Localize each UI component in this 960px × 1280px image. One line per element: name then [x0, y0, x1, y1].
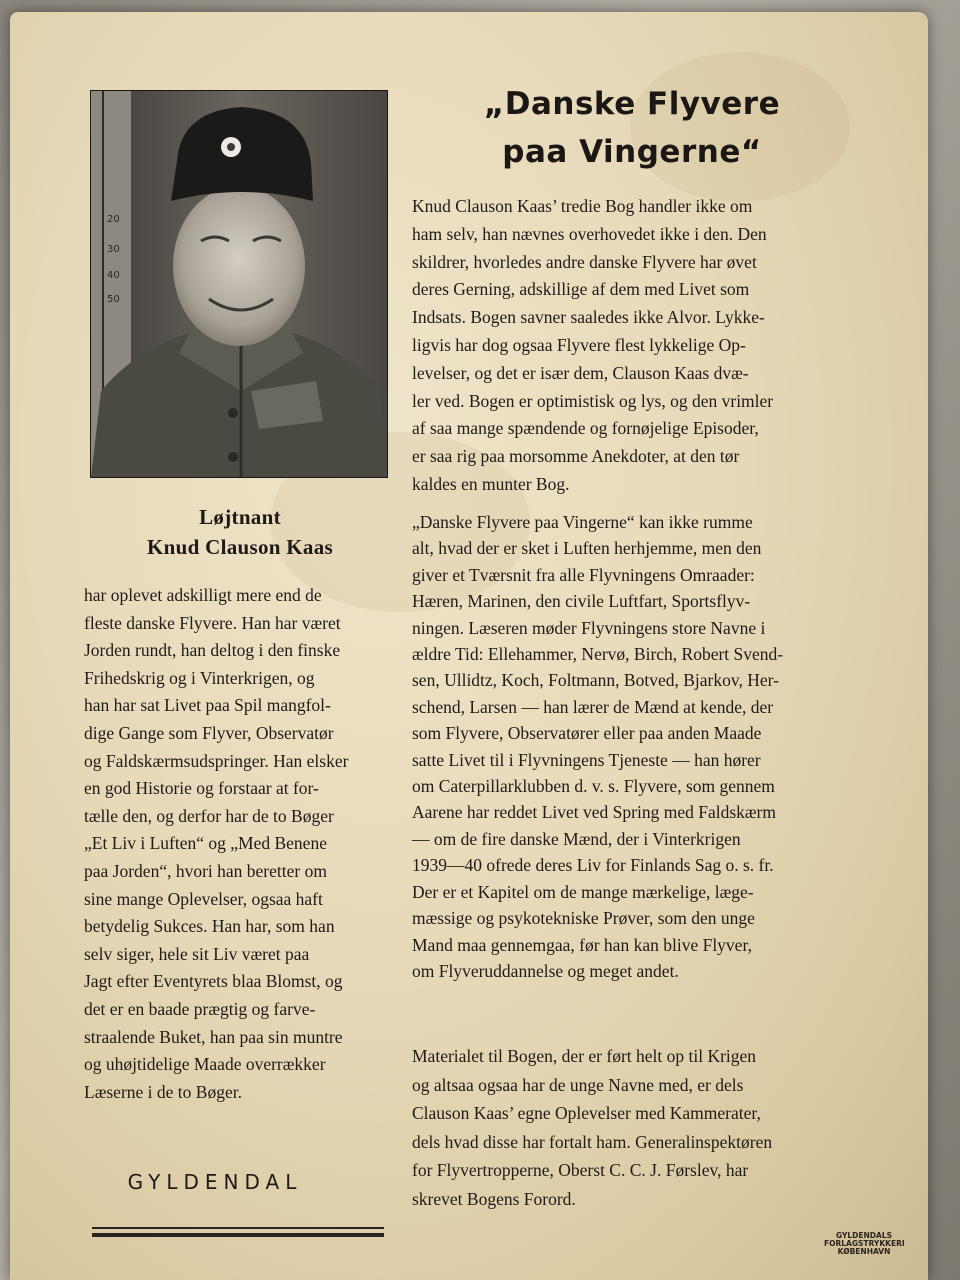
ruler-mark: 40	[107, 270, 120, 281]
bio-line: og uhøjtidelige Maade overrækker	[84, 1054, 326, 1075]
text-line: Hæren, Marinen, den civile Luftfart, Sportsflyv-	[412, 591, 751, 612]
bio-line: „Et Liv i Luften“ og „Med Benene	[84, 833, 327, 854]
bio-line: fleste danske Flyvere. Han har været	[84, 612, 341, 633]
text-line: dels hvad disse har fortalt ham. Generalinspektøren	[412, 1131, 773, 1152]
ruler-mark: 30	[107, 244, 120, 255]
bio-line: straalende Buket, han paa sin muntre	[84, 1026, 343, 1047]
printer-mark-line: FORLAGSTRYKKERI	[824, 1239, 905, 1248]
description-paragraph-3	[412, 1042, 852, 1213]
text-line: 1939—40 ofrede deres Liv for Finlands Sag o. s. fr.	[412, 855, 774, 876]
text-line: — om de fire danske Mænd, der i Vinterkrigen	[412, 828, 741, 849]
description-paragraph-2	[412, 509, 852, 984]
publisher-name: GYLDENDAL	[127, 1170, 303, 1194]
ruler-mark: 50	[107, 294, 120, 305]
printer-mark-line: GYLDENDALS	[835, 1231, 893, 1240]
text-line: om Caterpillarklubben d. v. s. Flyvere, som gennem	[412, 776, 775, 797]
bio-line: det er en baade prægtig og farve-	[84, 998, 316, 1019]
bio-line: og Faldskærmsudspringer. Han elsker	[84, 750, 349, 771]
text-line: ningen. Læseren møder Flyvningens store Navne i	[412, 617, 766, 638]
text-line: for Flyvertropperne, Oberst C. C. J. Førslev, har	[412, 1160, 749, 1180]
text-line: levelser, og det er især dem, Clauson Kaas dvæ-	[412, 362, 749, 383]
text-line: kaldes en munter Bog.	[412, 473, 570, 494]
bio-line: sine mange Oplevelser, ogsaa haft	[84, 888, 323, 909]
author-biography	[84, 582, 384, 1106]
bio-line: han har sat Livet paa Spil mangfol-	[84, 695, 331, 716]
paper-stain	[630, 52, 850, 202]
description-paragraph-1	[412, 193, 852, 499]
text-line: Indsats. Bogen savner saaledes ikke Alvor. Lykke-	[412, 307, 765, 328]
book-title-line-1: „Danske Flyvere	[483, 86, 781, 122]
text-line: mæssige og psykotekniske Prøver, som den unge	[412, 908, 755, 929]
author-rank: Løjtnant	[199, 505, 281, 529]
text-line: er saa rig paa morsomme Anekdoter, at den tør	[412, 446, 740, 467]
text-line: schend, Larsen — han lærer de Mænd at kende, der	[412, 696, 774, 717]
text-line: af saa mange spændende og fornøjelige Episoder,	[412, 418, 759, 439]
bio-line: paa Jorden“, hvori han beretter om	[84, 860, 327, 881]
text-line: skildrer, hvorledes andre danske Flyvere har øvet	[412, 251, 757, 272]
text-line: sen, Ullidtz, Koch, Foltmann, Botved, Bjarkov, Her-	[412, 670, 779, 691]
text-line: deres Gerning, adskillige af dem med Livet som	[412, 279, 750, 300]
ruler-mark: 20	[107, 214, 120, 225]
text-line: ældre Tid: Ellehammer, Nervø, Birch, Robert Svend-	[412, 644, 784, 665]
text-line: Der er et Kapitel om de mange mærkelige, læge-	[412, 881, 754, 902]
text-line: om Flyveruddannelse og meget andet.	[412, 960, 679, 981]
text-line: giver et Tværsnit fra alle Flyvningens Omraader:	[412, 564, 755, 585]
text-line: ler ved. Bogen er optimistisk og lys, og den vrimler	[412, 390, 774, 411]
bio-line: tælle den, og derfor har de to Bøger	[84, 805, 334, 826]
bio-line: Jagt efter Eventyrets blaa Blomst, og	[84, 971, 343, 992]
bio-line: har oplevet adskilligt mere end de	[84, 585, 322, 605]
author-portrait-image	[91, 91, 387, 477]
text-line: alt, hvad der er sket i Luften herhjemme, men den	[412, 538, 762, 559]
text-line: Materialet til Bogen, der er ført helt op til Krigen	[412, 1046, 757, 1066]
text-line: Clauson Kaas’ egne Oplevelser med Kammerater,	[412, 1103, 761, 1123]
printer-mark	[824, 1232, 904, 1256]
text-line: „Danske Flyvere paa Vingerne“ kan ikke rumme	[412, 512, 753, 532]
bio-line: selv siger, hele sit Liv været paa	[84, 943, 310, 964]
text-line: skrevet Bogens Forord.	[412, 1188, 576, 1209]
printer-mark-line: KØBENHAVN	[837, 1247, 891, 1256]
bio-line: dige Gange som Flyver, Observatør	[84, 722, 334, 743]
bio-line: Læserne i de to Bøger.	[84, 1081, 242, 1102]
text-line: ham selv, han nævnes overhovedet ikke i den. Den	[412, 223, 767, 244]
bio-line: Frihedskrig og i Vinterkrigen, og	[84, 667, 315, 688]
text-line: satte Livet til i Flyvningens Tjeneste — han hører	[412, 749, 761, 770]
bio-line: en god Historie og forstaar at for-	[84, 778, 319, 799]
book-title-line-2: paa Vingerne“	[502, 134, 762, 170]
bio-line: betydelig Sukces. Han har, som han	[84, 916, 335, 937]
bio-line: Jorden rundt, han deltog i den finske	[84, 640, 341, 661]
author-photo	[90, 90, 388, 478]
text-line: Knud Clauson Kaas’ tredie Bog handler ikke om	[412, 196, 753, 216]
author-name: Knud Clauson Kaas	[146, 535, 333, 559]
text-line: ligvis har dog ogsaa Flyvere flest lykkelige Op-	[412, 334, 746, 355]
text-line: Aarene har reddet Livet ved Spring med Faldskærm	[412, 802, 776, 823]
text-line: som Flyvere, Observatører eller paa anden Maade	[412, 723, 762, 744]
text-line: Mand maa gennemgaa, før han kan blive Flyver,	[412, 934, 752, 955]
text-line: og altsaa ogsaa har de unge Navne med, er dels	[412, 1074, 744, 1095]
decorative-rule	[92, 1227, 384, 1237]
